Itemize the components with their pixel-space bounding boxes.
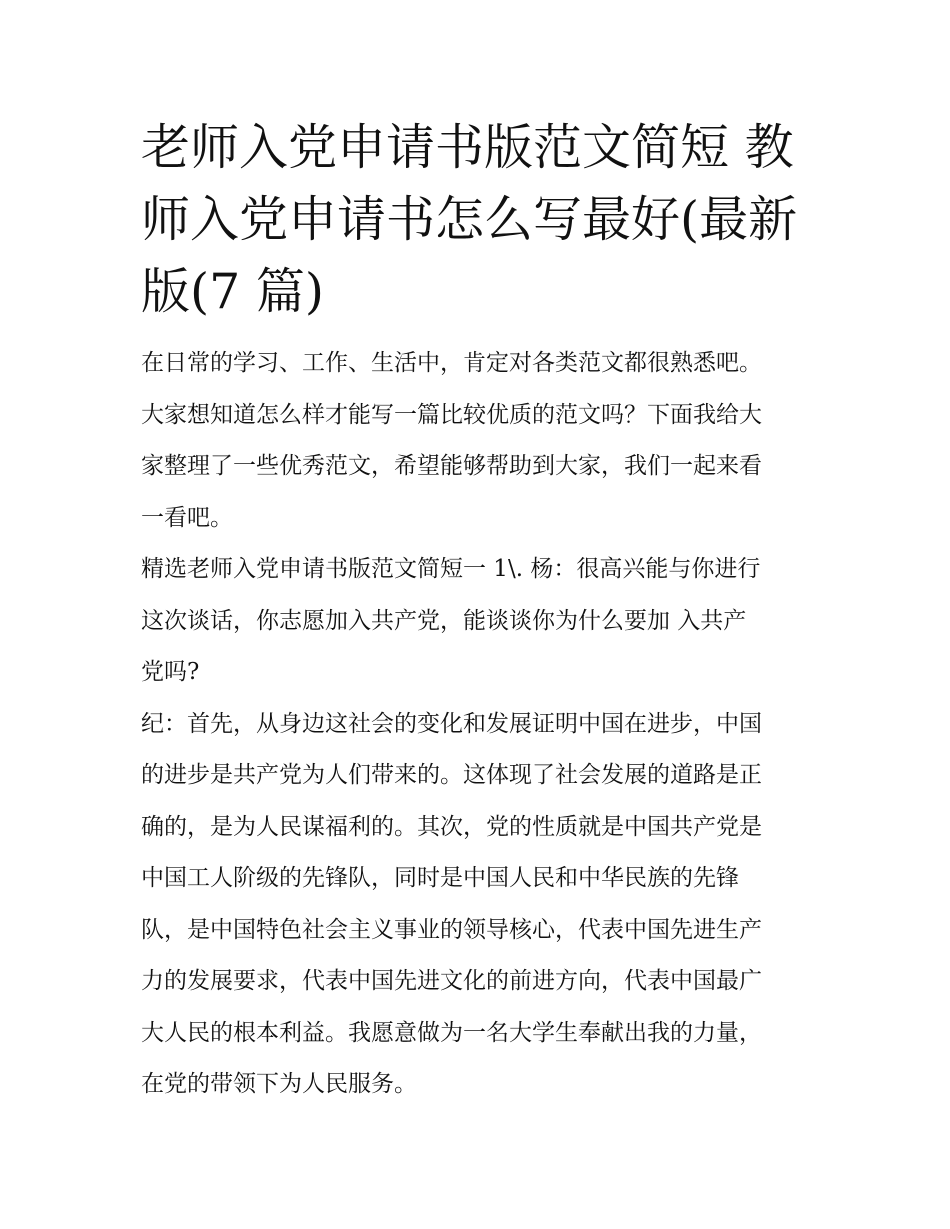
question-paragraph: 精选老师入党申请书版范文简短一 1\. 杨：很高兴能与你进行 这次谈话，你志愿加入共产党，能谈谈你为什么要加 入共产 党吗? <box>141 556 761 685</box>
answer-paragraph: 纪：首先，从身边这社会的变化和发展证明中国在进步，中国 的进步是共产党为人们带来的。这体现了社会发展的道路是正 确的，是为人民谋福利的。其次，党的性质就是中国共产党是 中国工人阶级的先锋队，同时是中国人民和中华民族的先锋 队，是中国特色社会主义事业的领导核心，代表中国先进生产 力的发展要求，代表中国先进文化的前进方向，代表中国最广 大人民的根本利益。我愿意做为一名大学生奉献出我的力量， 在党的带领下为人民服务。 <box>141 710 762 1097</box>
document-title: 老师入党申请书版范文简短 教 师入党申请书怎么写最好(最新 版(7 篇) <box>141 119 798 320</box>
document-body <box>141 112 817 1111</box>
intro-paragraph: 在日常的学习、工作、生活中，肯定对各类范文都很熟悉吧。 大家想知道怎么样才能写一篇比较优质的范文吗？下面我给大 家整理了一些优秀范文，希望能够帮助到大家，我们一起来看 一看吧。 <box>141 350 762 531</box>
